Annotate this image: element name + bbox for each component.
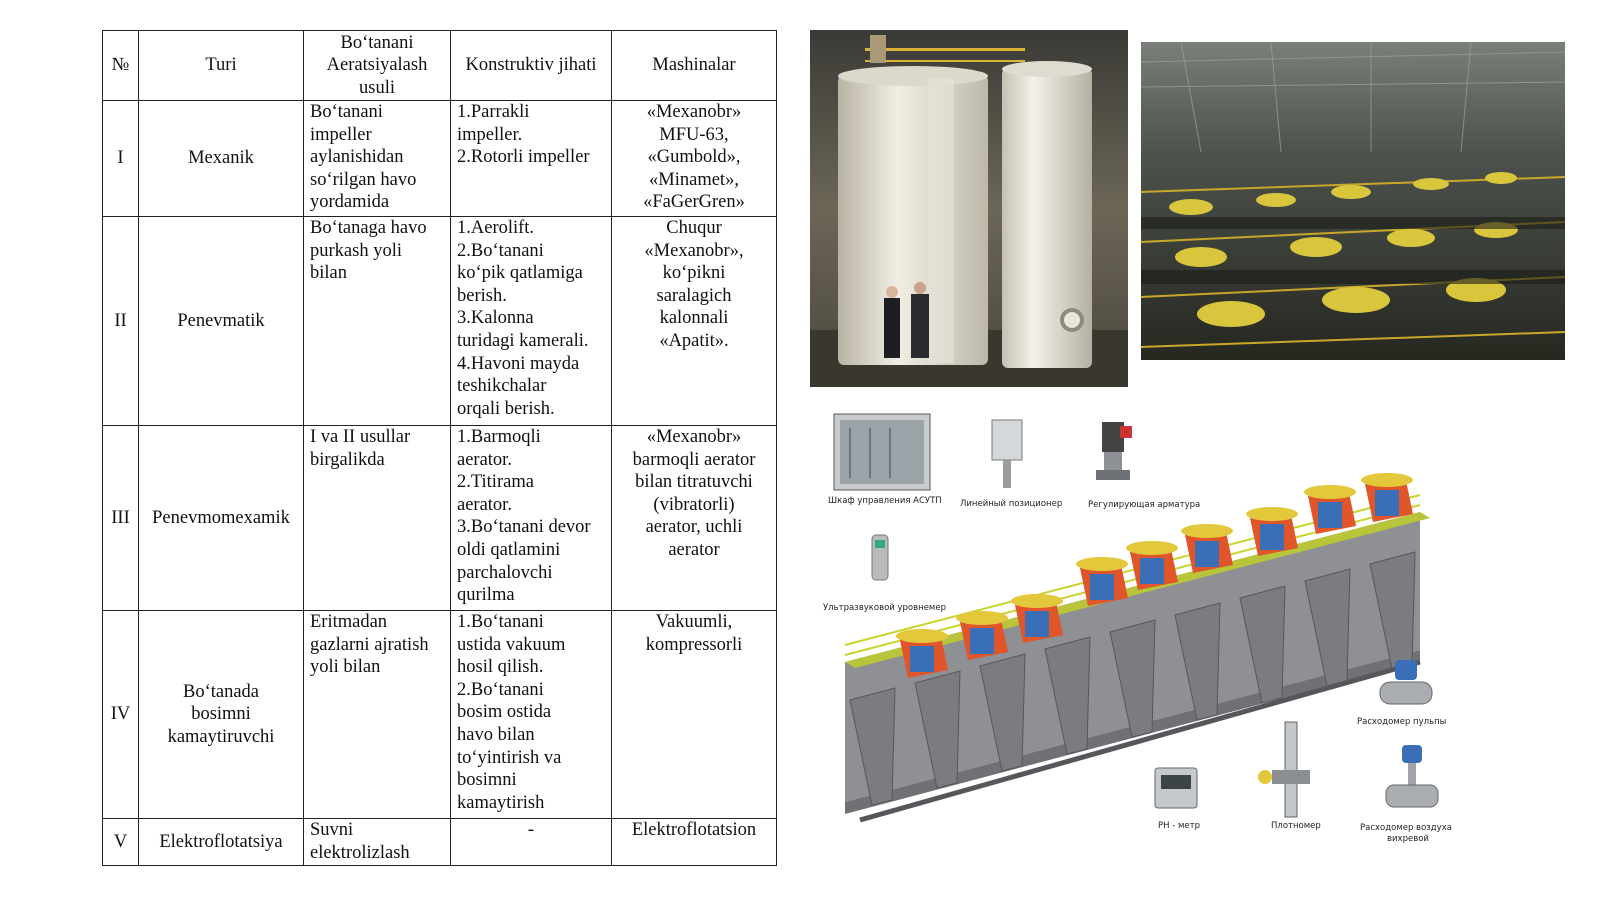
valve-label: Регулирующая арматура bbox=[1088, 500, 1201, 510]
rotor-unit bbox=[1076, 557, 1128, 606]
row-type: Penevmatik bbox=[139, 217, 304, 426]
row-method: Bo‘tanaga havo purkash yoli bilan bbox=[304, 217, 451, 426]
rotor-unit bbox=[1126, 541, 1178, 590]
row-machines: Chuqur «Mexanobr», ko‘pikni saralagich kalonnali «Apatit». bbox=[612, 217, 777, 426]
densimeter-icon bbox=[1258, 722, 1310, 817]
pulp-flowmeter-label: Расходомер пульпы bbox=[1357, 717, 1447, 727]
row-design: 1.Aerolift. 2.Bo‘tanani ko‘pik qatlamiga berish. 3.Kalonna turidagi kamerali. 4.Havoni mayda teshikchalar orqali berish. bbox=[451, 217, 612, 426]
air-flowmeter-label-2: вихревой bbox=[1387, 834, 1429, 844]
row-machines: «Mexanobr» MFU-63, «Gumbold», «Minamet», «FaGerGren» bbox=[612, 101, 777, 217]
control-valve-icon bbox=[1096, 422, 1132, 480]
air-flowmeter-label: Расходомер воздуха bbox=[1360, 823, 1452, 833]
flotation-machines-table bbox=[102, 30, 777, 866]
row-method: Bo‘tanani impeller aylanishidan so‘rilgan havo yordamida bbox=[304, 101, 451, 217]
row-number: I bbox=[103, 101, 139, 217]
row-type: Elektroflotatsiya bbox=[139, 819, 304, 866]
table-row bbox=[103, 101, 777, 217]
row-type: Penevmomexamik bbox=[139, 426, 304, 611]
cabinet-label: Шкаф управления АСУТП bbox=[828, 496, 942, 506]
linear-positioner-icon bbox=[992, 420, 1022, 488]
control-cabinet-icon bbox=[834, 414, 930, 490]
row-design: 1.Barmoqli aerator. 2.Titirama aerator. 3.Bo‘tanani devor oldi qatlamini parchalovchi qurilma bbox=[451, 426, 612, 611]
table-header-row bbox=[103, 31, 777, 101]
ultrasonic-level-meter-icon bbox=[872, 535, 888, 580]
rotor-unit bbox=[1304, 485, 1356, 534]
row-method: Eritmadan gazlarni ajratish yoli bilan bbox=[304, 611, 451, 819]
row-number: V bbox=[103, 819, 139, 866]
table-row bbox=[103, 611, 777, 819]
header-aeration-method: Bo‘tanani Aeratsiyalash usuli bbox=[304, 31, 451, 101]
row-method: I va II usullar birgalikda bbox=[304, 426, 451, 611]
densimeter-label: Плотномер bbox=[1271, 821, 1321, 831]
row-machines: Vakuumli, kompressorli bbox=[612, 611, 777, 819]
table-row bbox=[103, 819, 777, 866]
table-row bbox=[103, 426, 777, 611]
header-type: Turi bbox=[139, 31, 304, 101]
header-machines: Mashinalar bbox=[612, 31, 777, 101]
row-number: IV bbox=[103, 611, 139, 819]
flotation-column-tanks-photo bbox=[810, 30, 1128, 387]
ph-meter-icon bbox=[1155, 768, 1197, 808]
row-design: 1.Bo‘tanani ustida vakuum hosil qilish. 2.Bo‘tanani bosim ostida havo bilan to‘yintirish va bosimni kamaytirish bbox=[451, 611, 612, 819]
header-design: Konstruktiv jihati bbox=[451, 31, 612, 101]
positioner-label: Линейный позиционер bbox=[960, 499, 1063, 509]
row-machines: Elektroflotatsion bbox=[612, 819, 777, 866]
air-vortex-flowmeter-icon bbox=[1386, 745, 1438, 807]
flotation-line-diagram bbox=[820, 400, 1580, 880]
rotor-unit bbox=[1361, 473, 1413, 522]
table-row bbox=[103, 217, 777, 426]
row-type: Bo‘tanada bosimni kamaytiruvchi bbox=[139, 611, 304, 819]
level-meter-label: Ультразвуковой уровнемер bbox=[823, 603, 946, 613]
row-design: - bbox=[451, 819, 612, 866]
header-number: № bbox=[103, 31, 139, 101]
row-design: 1.Parrakli impeller. 2.Rotorli impeller bbox=[451, 101, 612, 217]
row-method: Suvni elektrolizlash bbox=[304, 819, 451, 866]
row-number: III bbox=[103, 426, 139, 611]
row-machines: «Mexanobr» barmoqli aerator bilan titratuvchi (vibratorli) aerator, uchli aerator bbox=[612, 426, 777, 611]
row-type: Mexanik bbox=[139, 101, 304, 217]
ph-meter-label: PH - метр bbox=[1158, 821, 1200, 831]
flotation-hall-photo bbox=[1141, 42, 1565, 360]
row-number: II bbox=[103, 217, 139, 426]
